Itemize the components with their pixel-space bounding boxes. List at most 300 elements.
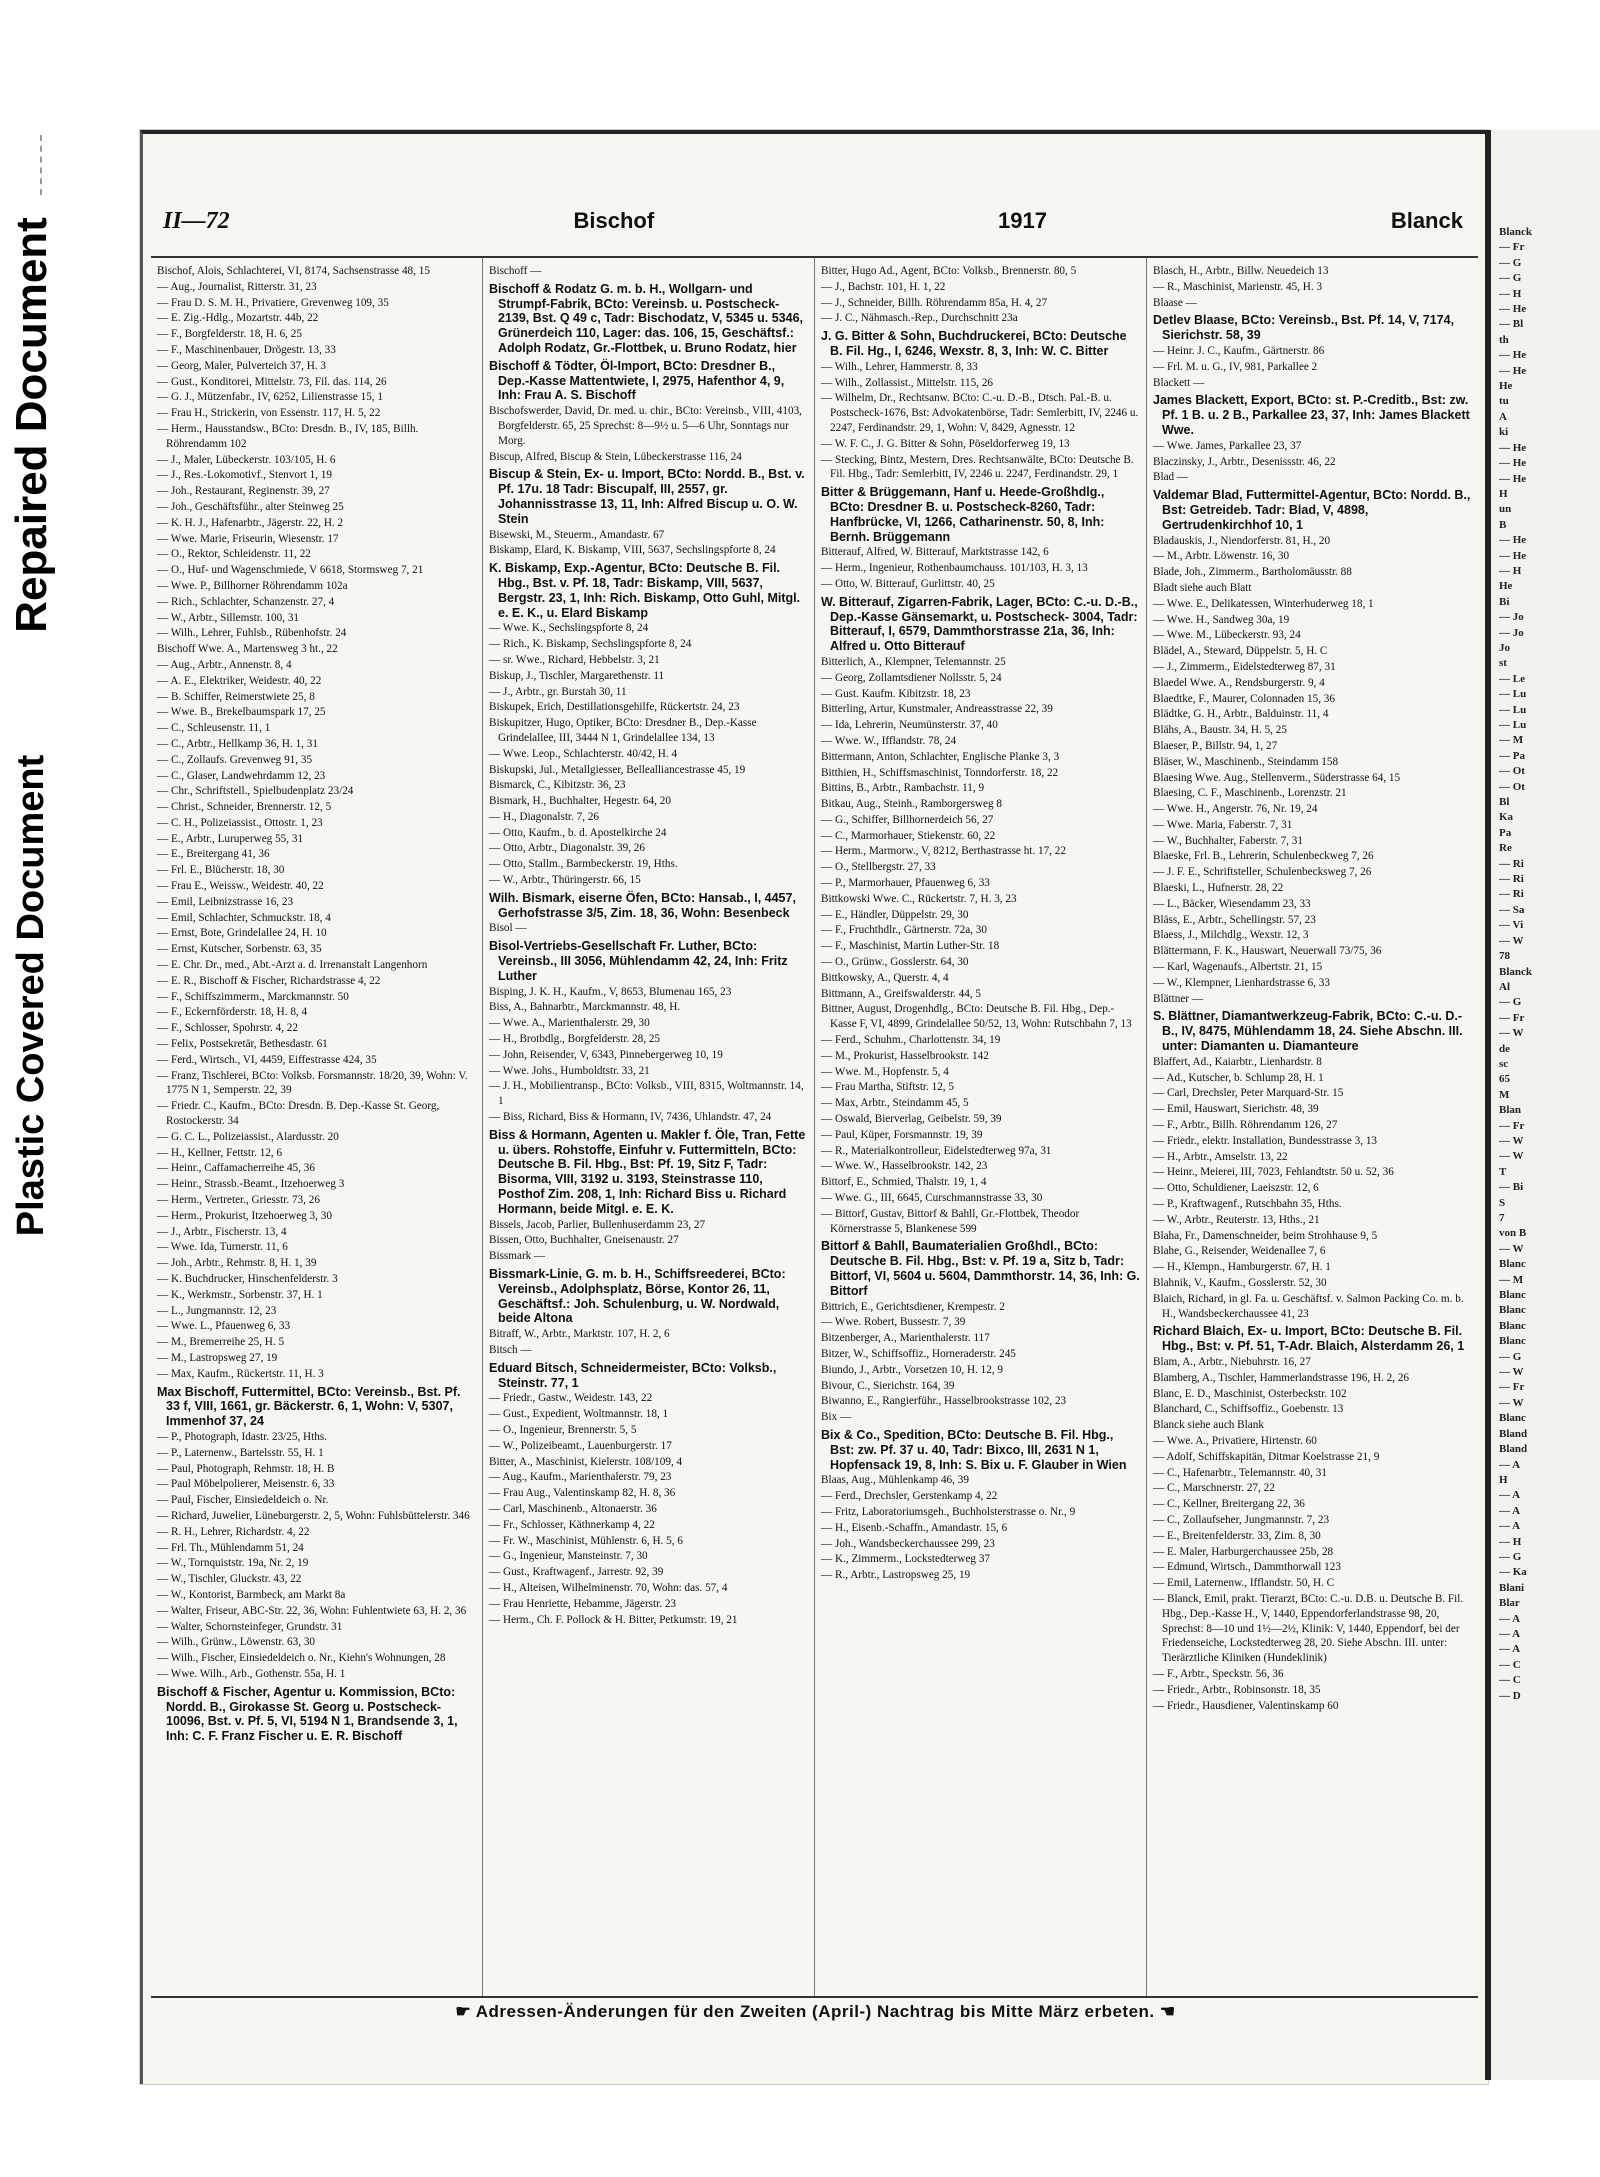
directory-entry: — C., Marschnerstr. 27, 22 [1153,1482,1275,1495]
directory-entry: — C., Kellner, Breitergang 22, 36 [1153,1498,1305,1511]
adjacent-page-line: de [1499,1042,1510,1055]
directory-entry: — H., Arbtr., Amselstr. 13, 22 [1153,1150,1288,1163]
directory-entry: — Herm., Marmorw., V, 8212, Berthastrasse ht. 17, 22 [821,845,1066,858]
directory-entry: — R., Materialkontrolleur, Eidelstedterweg 97a, 31 [821,1144,1052,1157]
directory-entry: Bitsch — [489,1343,532,1356]
directory-entry: — J., Bachstr. 101, H. 1, 22 [821,280,946,293]
directory-entry: — Paul, Photograph, Rehmstr. 18, H. B [157,1462,335,1475]
directory-entry: Bivour, C., Sierichstr. 164, 39 [821,1379,955,1392]
adjacent-page-line: — A [1499,1520,1521,1533]
adjacent-page-line: — A [1499,1504,1521,1517]
directory-entry: — R., Arbtr., Lastropsweg 25, 19 [821,1569,971,1582]
adjacent-page-line: — Lu [1499,719,1527,731]
directory-entry: Bitter, Hugo Ad., Agent, BCto: Volksb., Brennerstr. 80, 5 [821,265,1077,277]
directory-entry: — Franz, Tischlerei, BCto: Volksb. Forsmannstr. 18/20, 39, Wohn: V. 1775 N 1, Semperstr. 22, 39 [157,1069,468,1097]
directory-entry: — Wwe. E., Delikatessen, Winterhuderweg 18, 1 [1153,597,1374,610]
directory-entry: — Wwe. M., Lübeckerstr. 93, 24 [1153,629,1301,642]
adjacent-page-edge [1485,130,1600,2080]
directory-entry: — Christ., Schneider, Brennerstr. 12, 5 [157,801,332,814]
firm-entry: Valdemar Blad, Futtermittel-Agentur, BCto: Nordd. B., Bst: Getreideb. Tadr: Blad, V, 4898, Gertrudenkirchhof 10, 1 [1153,488,1471,532]
directory-entry: Blahe, G., Reisender, Weidenallee 7, 6 [1153,1245,1326,1258]
directory-entry: — Paul, Küper, Forsmannstr. 19, 39 [821,1128,983,1141]
directory-entry: — Otto, Arbtr., Diagonalstr. 39, 26 [489,842,645,855]
directory-entry: Bischoff — [489,265,542,277]
directory-entry: Blädtke, G. H., Arbtr., Balduinstr. 11, 4 [1153,708,1329,721]
adjacent-page-line: Jo [1499,641,1510,654]
adjacent-page-line: Blanc [1499,1412,1526,1425]
directory-entry: — E. Maler, Harburgerchaussee 25b, 28 [1153,1545,1334,1558]
adjacent-page-line: — G [1499,1350,1522,1363]
directory-entry: — P., Kraftwagenf., Rutschbahn 35, Hths. [1153,1198,1342,1211]
footer-text: Adressen-Änderungen für den Zweiten (April-) Nachtrag bis Mitte März erbeten. [475,2002,1155,2021]
adjacent-page-line: He [1499,380,1513,393]
adjacent-page-line: Blanck [1499,965,1533,978]
directory-entry: — E. Chr. Dr., med., Abt.-Arzt a. d. Irrenanstalt Langenhorn [157,959,428,972]
directory-entry: Bittins, B., Arbtr., Rambachstr. 11, 9 [821,782,985,795]
adjacent-page-line: H [1499,1473,1508,1486]
directory-entry: — Wwe. H., Angerstr. 76, Nr. 19, 24 [1153,803,1318,816]
directory-entry: — Fr. W., Maschinist, Mühlenstr. 6, H. 5, 6 [489,1534,683,1547]
directory-entry: — Gust., Konditorei, Mittelstr. 73, Fil. das. 114, 26 [157,375,387,388]
directory-entry: Bitraff, W., Arbtr., Marktstr. 107, H. 2, 6 [489,1328,670,1341]
adjacent-page-line: Bi [1499,595,1510,608]
directory-entry: — Friedr., Arbtr., Robinsonstr. 18, 35 [1153,1683,1321,1696]
adjacent-page-line: sc [1499,1057,1509,1070]
directory-entry: — Karl, Wagenaufs., Albertstr. 21, 15 [1153,961,1323,974]
adjacent-page-line: — Ot [1499,765,1525,778]
adjacent-page-line: st [1499,657,1507,670]
directory-entry: Bisewski, M., Steuerm., Amandastr. 67 [489,528,665,541]
directory-entry: — Emil, Schlachter, Schmuckstr. 18, 4 [157,911,331,924]
directory-entry: Blanc, E. D., Maschinist, Osterbeckstr. 102 [1153,1387,1347,1400]
adjacent-page-line: — Fr [1499,1381,1525,1394]
directory-entry: — J., Zimmerm., Eidelstedterweg 87, 31 [1153,660,1336,673]
adjacent-page-line: — Ot [1499,780,1525,793]
directory-entry: — Ernst, Bote, Grindelallee 24, H. 10 [157,927,327,940]
directory-entry: — C., Schleusenstr. 11, 1 [157,722,271,735]
column-4 [1147,258,1478,1996]
directory-entry: Blade, Joh., Zimmerm., Bartholomäusstr. 88 [1153,566,1352,579]
adjacent-page-line: un [1499,503,1512,516]
adjacent-page-line: — W [1499,1366,1524,1379]
directory-entry: Blaeser, P., Billstr. 94, 1, 27 [1153,739,1278,752]
directory-entry: — Aug., Arbtr., Annenstr. 8, 4 [157,658,292,671]
directory-entry: — F., Borgfelderstr. 18, H. 6, 25 [157,328,302,341]
directory-entry: — Emil, Laternenw., Ifflandstr. 50, H. C [1153,1577,1335,1590]
directory-entry: — F., Eckernförderstr. 18, H. 8, 4 [157,1006,308,1019]
firm-entry: Bix & Co., Spedition, BCto: Deutsche B. Fil. Hbg., Bst: zw. Pf. 37 u. 40, Tadr: Bixco, III, 2631 N 1, Hopfensack 19, 8, Inh: S. Bix u. F. Glauber in Wien [821,1427,1127,1472]
firm-entry: Bischoff & Fischer, Agentur u. Kommission, BCto: Nordd. B., Girokasse St. Georg u. Postscheck- 10096, Bst. v. Pf. 5, VI, 5194 N 1, Brandsende 3, 1, Inh: C. F. Franz Fischer u. E. R. Bischoff [157,1684,458,1744]
adjacent-page-line: — G [1499,272,1522,285]
adjacent-page-line: — Jo [1499,611,1524,624]
directory-entry: — Richard, Juwelier, Lüneburgerstr. 2, 5, Wohn: Fuhlsbüttelerstr. 346 [157,1509,470,1522]
directory-entry: — E., Händler, Düppelstr. 29, 30 [821,908,969,921]
plastic-covered-document-label [2,710,62,1280]
firm-entry: Bisol-Vertriebs-Gesellschaft Fr. Luther, BCto: Vereinsb., III 3056, Mühlendamm 42, 24, Inh: Fritz Luther [489,939,788,983]
directory-entry: — O., Grünw., Gosslerstr. 64, 30 [821,956,969,969]
directory-entry: Bitterling, Artur, Kunstmaler, Andreasstrasse 22, 39 [821,703,1053,716]
directory-entry: Blaha, Fr., Damenschneider, beim Strohhause 9, 5 [1153,1229,1378,1242]
directory-entry: Bitter, A., Maschinist, Kielerstr. 108/109, 4 [489,1455,683,1468]
directory-entry: — Stecking, Bintz, Mestern, Dres. Rechtsanwälte, BCto: Deutsche B. Fil. Hbg., Tadr: Semlerbitt, IV, 2246 u. 2247, Ferdinandstr. 29, 1 [821,453,1134,481]
directory-entry: — Wwe. Robert, Bussestr. 7, 39 [821,1316,966,1329]
directory-entry: — C., Zollaufs. Grevenweg 91, 35 [157,753,313,766]
directory-entry: — Otto, W. Bitterauf, Gurlittstr. 40, 25 [821,577,995,590]
directory-entry: — Paul, Fischer, Einsiedeldeich o. Nr. [157,1494,329,1507]
directory-entry: — W., Arbtr., Sillemstr. 100, 31 [157,611,300,624]
adjacent-page-line: th [1499,333,1509,346]
adjacent-page-line: — Jo [1499,626,1524,639]
directory-entry: — P., Laternenw., Bartelsstr. 55, H. 1 [157,1446,324,1459]
directory-entry: — Friedr., Hausdiener, Valentinskamp 60 [1153,1699,1339,1712]
directory-entry: Biscup, Alfred, Biscup & Stein, Lübeckerstrasse 116, 24 [489,450,742,463]
directory-entry: — C., Marmorhauer, Stiekenstr. 60, 22 [821,829,996,842]
directory-entry: — Wwe. P., Billhorner Röhrendamm 102a [157,579,348,592]
firm-entry: Max Bischoff, Futtermittel, BCto: Vereinsb., Bst. Pf. 33 f, VIII, 1661, gr. Bäckerstr. 6, 1, Wohn: V, 5307, Immenhof 37, 24 [157,1384,461,1429]
directory-entry: — A. E., Elektriker, Weidestr. 40, 22 [157,674,322,687]
directory-entry: — Ernst, Kutscher, Sorbenstr. 63, 35 [157,943,322,956]
directory-entry: — Wwe. M., Hopfenstr. 5, 4 [821,1065,949,1078]
directory-entry: Blädel, A., Steward, Düppelstr. 5, H. C [1153,645,1328,658]
adjacent-page-line: — A [1499,1489,1521,1502]
adjacent-page-line: — Bi [1499,1181,1524,1194]
adjacent-page-line: — W [1499,1134,1524,1147]
directory-entry: — Ad., Kutscher, b. Schlump 28, H. 1 [1153,1071,1324,1084]
directory-entry: Blamberg, A., Tischler, Hammerlandstrasse 196, H. 2, 26 [1153,1371,1410,1384]
directory-entry: — B. Schiffer, Reimerstwiete 25, 8 [157,690,315,703]
adjacent-page-line: — H [1499,564,1522,577]
directory-entry: Blanchard, C., Schiffsoffiz., Goebenstr. 13 [1153,1403,1344,1416]
directory-entry: — Heinr., Strassb.-Beamt., Itzehoerweg 3 [157,1178,345,1191]
firm-entry: S. Blättner, Diamantwerkzeug-Fabrik, BCto: C.-u. D.-B., IV, 8475, Mühlendamm 18, 24. Siehe Abschn. III. unter: Diamanten u. Diamanteure [1153,1009,1463,1054]
directory-entry: — W., Tischler, Gluckstr. 43, 22 [157,1573,302,1586]
directory-entry: Bitkau, Aug., Steinh., Ramborgersweg 8 [821,798,1002,811]
directory-entry: — H., Kellner, Fettstr. 12, 6 [157,1146,283,1159]
directory-entry: — Wilh., Grünw., Löwenstr. 63, 30 [157,1636,316,1649]
adjacent-page-line: — A [1499,1458,1521,1471]
directory-entry: — Carl, Drechsler, Peter Marquard-Str. 15 [1153,1087,1344,1100]
directory-entry: Biskupitzer, Hugo, Optiker, BCto: Dresdner B., Dep.-Kasse Grindelallee, III, 3444 N 1, Grindelallee 134, 13 [489,717,757,744]
directory-entry: — Herm., Prokurist, Itzehoerweg 3, 30 [157,1209,332,1222]
footer-notice [163,2002,1468,2022]
adjacent-page-line: — G [1499,256,1522,269]
directory-entry: — Ferd., Wirtsch., VI, 4459, Eiffestrasse 424, 35 [157,1053,377,1066]
directory-entry: — F., Schiffszimmerm., Marckmannstr. 50 [157,990,349,1003]
adjacent-page-line: — He [1499,457,1527,470]
directory-entry: — Friedr., Gastw., Weidestr. 143, 22 [489,1392,653,1405]
directory-entry: — W., Tornquiststr. 19a, Nr. 2, 19 [157,1557,309,1570]
plastic-covered-document-text: Plastic Covered Document [10,754,53,1236]
adjacent-page-line: — Vi [1499,919,1524,932]
directory-entry: — Wwe. Leop., Schlachterstr. 40/42, H. 4 [489,747,678,760]
directory-entry: Bläser, W., Maschinenb., Steindamm 158 [1153,755,1339,768]
directory-entry: Bischofswerder, David, Dr. med. u. chir., BCto: Vereinsb., VIII, 4103, Borgfelderstr. 65, 25 Sprechst: 8—9½ u. 5—6 Uhr, Sonntags nur Morg. [489,405,802,447]
directory-entry: — O., Ingenieur, Brennerstr. 5, 5 [489,1423,637,1436]
directory-entry: Blasch, H., Arbtr., Billw. Neuedeich 13 [1153,265,1329,277]
directory-entry: — Rich., K. Biskamp, Sechslingspforte 8, 24 [489,638,692,651]
adjacent-page-column [1491,130,1600,1704]
directory-entry: — W., Polizeibeamt., Lauenburgerstr. 17 [489,1439,672,1452]
directory-entry: Blaedel Wwe. A., Rendsburgerstr. 9, 4 [1153,676,1325,689]
directory-entry: — F., Maschinenbauer, Drögestr. 13, 33 [157,343,336,356]
directory-entry: — C., Glaser, Landwehrdamm 12, 23 [157,769,326,782]
directory-entry: — Frl. E., Blücherstr. 18, 30 [157,864,285,877]
directory-entry: — sr. Wwe., Richard, Hebbelstr. 3, 21 [489,653,660,666]
adjacent-page-line: — Lu [1499,703,1527,716]
directory-entry: Blaesing Wwe. Aug., Stellenverm., Süderstrasse 64, 15 [1153,771,1401,784]
directory-entry: — Otto, Kaufm., b. d. Apostelkirche 24 [489,826,667,839]
adjacent-page-line: — W [1499,1242,1524,1255]
adjacent-page-line: — M [1499,1273,1524,1286]
adjacent-page-line: — C [1499,1674,1521,1687]
adjacent-page-line: — W [1499,1396,1524,1409]
directory-entry: — Walter, Friseur, ABC-Str. 22, 36, Wohn: Fuhlentwiete 63, H. 2, 36 [157,1604,467,1617]
directory-entry: — E. R., Bischoff & Fischer, Richardstrasse 4, 22 [157,974,381,987]
directory-entry: — H., Klempn., Hamburgerstr. 67, H. 1 [1153,1261,1331,1274]
header-year: 1917 [998,208,1047,233]
directory-entry: — Wwe. A., Privatiere, Hirtenstr. 60 [1153,1434,1317,1447]
directory-entry: — M., Prokurist, Hasselbrookstr. 142 [821,1049,989,1062]
directory-entry: — Blanck, Emil, prakt. Tierarzt, BCto: C.-u. D.B. u. Deutsche B. Fil. Hbg., Dep.-Kasse H., V, 1440, Eppendorferlandstrasse 98, 20, Sprechst: 8—10 und 1½—2½, Klinik: V, 1440, Eppendorf, bei der Friedenseiche, Lockstedterweg 28, 20. Siehe Abschn. III. unter: Tierärztliche Kliniken (Hundeklinik) [1153,1592,1464,1665]
directory-entry: — C. H., Polizeiassist., Ottostr. 1, 23 [157,816,323,829]
directory-entry: Blaczinsky, J., Arbtr., Desenissstr. 46, 22 [1153,455,1336,468]
directory-entry: — Max, Arbtr., Steindamm 45, 5 [821,1097,969,1110]
directory-entry: — Rich., Schlachter, Schanzenstr. 27, 4 [157,595,335,608]
directory-entry: — P., Marmorhauer, Pfauenweg 6, 33 [821,877,990,890]
directory-page [140,130,1488,2084]
firm-entry: Eduard Bitsch, Schneidermeister, BCto: Volksb., Steinstr. 77, 1 [489,1360,777,1390]
directory-entry: Blättner — [1153,992,1204,1005]
directory-entry: Bissen, Otto, Buchhalter, Gneisenaustr. 27 [489,1234,679,1247]
directory-entry: — Fritz, Laboratoriumsgeh., Buchholsterstrasse o. Nr., 9 [821,1505,1076,1518]
directory-entry: — M., Lastropsweg 27, 19 [157,1351,278,1364]
directory-entry: Blam, A., Arbtr., Niebuhrstr. 16, 27 [1153,1355,1311,1368]
directory-entry: — Otto, Stallm., Barmbeckerstr. 19, Hths. [489,858,678,871]
adjacent-page-line: — A [1499,1612,1521,1625]
directory-entry: — Herm., Vertreter., Griesstr. 73, 26 [157,1194,320,1207]
directory-entry: — W., Klempner, Lienhardstrasse 6, 33 [1153,976,1330,989]
directory-entry: — Wilh., Zollassist., Mittelstr. 115, 26 [821,376,994,389]
directory-entry: — Friedr., elektr. Installation, Bundesstrasse 3, 13 [1153,1134,1378,1147]
adjacent-page-line: — W [1499,934,1524,947]
adjacent-page-line: — He [1499,303,1527,316]
adjacent-page-line: — Pa [1499,749,1525,762]
adjacent-page-line: — Ri [1499,873,1524,886]
directory-entry: — Ferd., Drechsler, Gerstenkamp 4, 22 [821,1490,998,1503]
page-number: II—72 [163,207,230,234]
adjacent-page-line: B [1499,518,1507,531]
adjacent-page-line: — Lu [1499,688,1527,701]
directory-entry: Blaeske, Frl. B., Lehrerin, Schulenbeckweg 7, 26 [1153,850,1374,863]
directory-entry: — K. Buchdrucker, Hinschenfelderstr. 3 [157,1273,338,1285]
directory-entry: — Frau Henriette, Hebamme, Jägerstr. 23 [489,1597,677,1610]
column-1 [151,258,483,1996]
pointing-hand-right-icon: ☚ [1154,2002,1176,2021]
directory-entry: Biskupek, Erich, Destillationsgehilfe, Rückertstr. 24, 23 [489,701,740,714]
directory-entry: — W., Arbtr., Reuterstr. 13, Hths., 21 [1153,1213,1320,1226]
adjacent-page-line: — He [1499,472,1527,485]
directory-entry: — Wwe. A., Marienthalerstr. 29, 30 [489,1017,650,1030]
directory-entry: Blaess, J., Milchdlg., Wexstr. 12, 3 [1153,929,1309,942]
directory-entry: — Frau Martha, Stiftstr. 12, 5 [821,1081,954,1094]
directory-entry: — G. C. L., Polizeiassist., Alardusstr. 20 [157,1130,339,1143]
directory-entry: — Wwe. James, Parkallee 23, 37 [1153,439,1302,452]
directory-entry: Biskup, J., Tischler, Margarethenstr. 11 [489,669,665,682]
directory-entry: — Biss, Richard, Biss & Hormann, IV, 7436, Uhlandstr. 47, 24 [489,1111,772,1124]
directory-entry: — P., Photograph, Idastr. 23/25, Hths. [157,1430,327,1443]
directory-entry: Bischof, Alois, Schlachterei, VI, 8174, Sachsenstrasse 48, 15 [157,265,430,277]
directory-entry: — Gust. Kaufm. Kibitzstr. 18, 23 [821,687,971,700]
directory-entry: — Wwe. H., Sandweg 30a, 19 [1153,613,1290,626]
directory-entry: — Wwe. Johs., Humboldtstr. 33, 21 [489,1064,650,1077]
directory-entry: Bismark, H., Buchhalter, Hegestr. 64, 20 [489,795,671,808]
directory-entry: — Georg, Zollamtsdiener Nollsstr. 5, 24 [821,671,1002,684]
directory-entry: — K. H. J., Hafenarbtr., Jägerstr. 22, H. 2 [157,516,344,529]
adjacent-page-line: M [1499,1088,1510,1101]
directory-entry: — Carl, Maschinenb., Altonaerstr. 36 [489,1502,657,1515]
directory-entry: — W., Buchhalter, Faberstr. 7, 31 [1153,834,1303,847]
firm-entry: Bissmark-Linie, G. m. b. H., Schiffsreederei, BCto: Vereinsb., Adolphsplatz, Börse, Kontor 26, 11, Geschäftsf.: Joh. Schulenburg, u. W. Nordwald, beide Altona [489,1267,786,1326]
adjacent-page-line: Bland [1499,1427,1528,1440]
directory-entry: Blaich, Richard, in gl. Fa. u. Geschäftsf. v. Salmon Packing Co. m. b. H., Wandsbeckerchaussee 41, 23 [1153,1292,1464,1320]
adjacent-page-line: 78 [1499,950,1510,963]
directory-entry: Bitzer, W., Schiffsoffiz., Horneraderstr. 245 [821,1347,1016,1360]
directory-entry: Bläss, E., Arbtr., Schellingstr. 57, 23 [1153,913,1316,926]
directory-entry: — F., Maschinist, Martin Luther-Str. 18 [821,940,1000,953]
directory-entry: — H., Alteisen, Wilhelminenstr. 70, Wohn: das. 57, 4 [489,1581,728,1594]
binding-tick-marks [40,135,48,195]
directory-entry: — Wwe. K., Sechslingspforte 8, 24 [489,622,649,635]
adjacent-page-line: Blanc [1499,1289,1526,1302]
adjacent-page-line: Blanc [1499,1304,1526,1317]
adjacent-page-line: Re [1499,842,1512,855]
directory-entry: Bladauskis, J., Niendorferstr. 81, H., 20 [1153,534,1331,547]
directory-entry: Blaas, Aug., Mühlenkamp 46, 39 [821,1474,969,1487]
adjacent-page-line: Blani [1499,1581,1525,1594]
directory-entry: — Joh., Arbtr., Rehmstr. 8, H. 1, 39 [157,1257,317,1270]
directory-entry: Bittermann, Anton, Schlachter, Englische Planke 3, 3 [821,750,1060,763]
directory-entry: Bittorf, E., Schmied, Thalstr. 19, 1, 4 [821,1176,987,1189]
directory-entry: Biundo, J., Arbtr., Vorsetzen 10, H. 12, 9 [821,1363,1004,1376]
directory-entry: Blaedtke, F., Maurer, Colonnaden 15, 36 [1153,692,1335,705]
directory-entry: — Heinr., Caffamacherreihe 45, 36 [157,1162,315,1175]
firm-entry: Biss & Hormann, Agenten u. Makler f. Öle, Tran, Fette u. übers. Rohstoffe, Einfuhr v. Futtermitteln, BCto: Deutsche B. Fil. Hbg., Bst: Pf. 19, Sitz F, Tadr: Bisorma, VIII, 3192 u. 3193, Steinstrasse 110, Posthof Zim. 208, 1, Inh: Richard Biss u. Richard Hormann, beide Mitgl. e. E. K. [489,1127,806,1216]
directory-entry: Bittkowsky, A., Querstr. 4, 4 [821,971,949,984]
firm-entry: Richard Blaich, Ex- u. Import, BCto: Deutsche B. Fil. Hbg., Bst: v. Pf. 51, T-Adr. Blaich, Alsterdamm 26, 1 [1153,1324,1465,1354]
directory-entry: Blaeski, L., Hufnerstr. 28, 22 [1153,882,1284,895]
directory-entry: — Frl. Th., Mühlendamm 51, 24 [157,1541,304,1554]
adjacent-page-line: — W [1499,1150,1524,1163]
directory-entry: — Gust., Kraftwagenf., Jarrestr. 92, 39 [489,1566,664,1579]
directory-entry: Bitterauf, Alfred, W. Bitterauf, Marktstrasse 142, 6 [821,546,1049,559]
directory-entry: — Heinr. J. C., Kaufm., Gärtnerstr. 86 [1153,344,1325,357]
adjacent-page-line: — C [1499,1658,1521,1671]
directory-entry: — Felix, Postsekretär, Bethesdastr. 61 [157,1038,328,1051]
directory-entry: Bisping, J. K. H., Kaufm., V, 8653, Blumenau 165, 23 [489,985,732,998]
adjacent-page-line: T [1499,1165,1507,1178]
directory-entry: — F., Fruchthdlr., Gärtnerstr. 72a, 30 [821,924,987,937]
directory-entry: — Heinr., Meierei, III, 7023, Fehlandtstr. 50 u. 52, 36 [1153,1166,1394,1179]
firm-entry: Bischoff & Tödter, Öl-Import, BCto: Dresdner B., Dep.-Kasse Mattentwiete, I, 2975, Hafenthor 4, 9, Inh: Frau A. S. Bischoff [489,358,785,403]
adjacent-page-line: — Ri [1499,857,1524,870]
directory-entry: — Emil, Leibnizstrasse 16, 23 [157,895,294,908]
adjacent-page-line: — Ri [1499,888,1524,901]
directory-entry: — C., Zollaufseher, Jungmannstr. 7, 23 [1153,1513,1330,1526]
adjacent-page-line: — A [1499,1627,1521,1640]
directory-entry: Bitzenberger, A., Marienthalerstr. 117 [821,1332,990,1345]
directory-entry: — Ferd., Schuhm., Charlottenstr. 34, 19 [821,1034,1001,1047]
adjacent-page-line: — A [1499,1643,1521,1656]
adjacent-page-line: — M [1499,734,1524,747]
firm-entry: Bittorf & Bahll, Baumaterialien Großhdl., BCto: Deutsche B. Fil. Hbg., Bst: v. Pf. 19 a, Sitz b, Tadr: Bittorf, VI, 5604 u. 5604, Dammthorstr. 14, 36, Inh: G. Bittorf [821,1239,1140,1298]
directory-entry: — G., Ingenieur, Mansteinstr. 7, 30 [489,1550,648,1563]
firm-entry: K. Biskamp, Exp.-Agentur, BCto: Deutsche B. Fil. Hbg., Bst. v. Pf. 18, Tadr: Biskamp, VIII, 5637, Bergstr. 23, 1, Inh: Rich. Biskamp, Otto Guhl, Mitgl. e. E. K., u. Elard Biskamp [489,561,801,620]
directory-entry: — Oswald, Bierverlag, Geibelstr. 59, 39 [821,1113,1002,1126]
directory-entry: — Friedr. C., Kaufm., BCto: Dresdn. B. Dep.-Kasse St. Georg, Rostockerstr. 34 [157,1100,440,1128]
directory-entry: — E., Arbtr., Luruperweg 55, 31 [157,832,304,845]
directory-entry: Bix — [821,1411,852,1424]
directory-entry: — Herm., Ch. F. Pollock & H. Bitter, Petkumstr. 19, 21 [489,1613,738,1626]
directory-entry: — Joh., Restaurant, Reginenstr. 39, 27 [157,485,330,498]
adjacent-page-line: Al [1499,980,1510,993]
column-2 [483,258,815,1996]
adjacent-page-line: H [1499,487,1508,500]
directory-entry: — W., Kontorist, Barmbeck, am Markt 8a [157,1588,346,1601]
directory-entry: Biss, A., Bahnarbtr., Marckmannstr. 48, H. [489,1001,681,1014]
directory-entry: — Wwe. Ida, Turnerstr. 11, 6 [157,1241,288,1254]
directory-entry: — C., Hafenarbtr., Telemannstr. 40, 31 [1153,1466,1327,1479]
directory-entry: — Ida, Lehrerin, Neumünsterstr. 37, 40 [821,719,998,732]
firm-entry: J. G. Bitter & Sohn, Buchdruckerei, BCto: Deutsche B. Fil. Hg., I, 6246, Wexstr. 8, 3, Inh: W. C. Bitter [821,329,1127,358]
adjacent-page-line: tu [1499,395,1509,408]
directory-entry: — R., Maschinist, Marienstr. 45, H. 3 [1153,280,1323,293]
directory-entry: Bladt siehe auch Blatt [1153,581,1252,594]
adjacent-page-line: 65 [1499,1073,1510,1086]
adjacent-page-line: — Fr [1499,241,1525,254]
directory-entry: — L., Jungmannstr. 12, 23 [157,1304,277,1317]
header-first-entry: Bischof [573,208,655,233]
directory-entry: — E., Breitergang 41, 36 [157,848,270,861]
directory-entry: — Wwe. G., III, 6645, Curschmannstrasse 33, 30 [821,1192,1043,1205]
directory-entry: — Fr., Schlosser, Käthnerkamp 4, 22 [489,1518,655,1531]
directory-entry: Bissels, Jacob, Parlier, Bullenhuserdamm 23, 27 [489,1218,706,1231]
adjacent-page-line: Blan [1499,1104,1522,1117]
directory-entry: — J., Schneider, Billh. Röhrendamm 85a, H. 4, 27 [821,296,1048,309]
directory-entry: — G., Schiffer, Billhornerdeich 56, 27 [821,813,994,826]
directory-entry: — L., Bäcker, Wiesendamm 23, 33 [1153,897,1311,910]
directory-entry: — E. Zig.-Hdlg., Mozartstr. 44b, 22 [157,312,319,325]
directory-entry: — J. F. E., Schriftsteller, Schulenbecksweg 7, 26 [1153,866,1372,879]
directory-entry: — Frau E., Weissw., Weidestr. 40, 22 [157,880,324,893]
adjacent-page-line: 7 [1499,1212,1505,1224]
entry-columns [151,256,1478,1998]
adjacent-page-line: ki [1499,426,1509,439]
directory-entry: Bitthien, H., Schiffsmaschinist, Tonndorferstr. 18, 22 [821,766,1059,779]
adjacent-page-line: Blanc [1499,1258,1526,1271]
directory-entry: Bittner, August, Drogenhdlg., BCto: Deutsche B. Fil. Hbg., Dep.-Kasse F, VI, 4899, Grindelallee 50/52, 13, Wohn: Rutschbahn 7, 13 [821,1003,1132,1031]
directory-entry: — Otto, Schuldiener, Laeiszstr. 12, 6 [1153,1182,1319,1195]
directory-entry: — Emil, Hauswart, Sierichstr. 48, 39 [1153,1103,1319,1116]
directory-entry: — H., Diagonalstr. 7, 26 [489,810,600,823]
adjacent-page-line: — He [1499,349,1527,362]
pointing-hand-left-icon: ☛ [455,2002,476,2021]
adjacent-page-line: Blanck [1499,226,1533,238]
adjacent-page-line: Blanc [1499,1335,1526,1348]
directory-entry: Blaffert, Ad., Kaiarbtr., Lienhardstr. 8 [1153,1055,1322,1068]
directory-entry: — J. H., Mobilientransp., BCto: Volksb., VIII, 8315, Woltmannstr. 14, 1 [489,1080,804,1108]
directory-entry: — Frau D. S. M. H., Privatiere, Grevenweg 109, 35 [157,296,389,309]
directory-entry: Blackett — [1153,376,1205,389]
